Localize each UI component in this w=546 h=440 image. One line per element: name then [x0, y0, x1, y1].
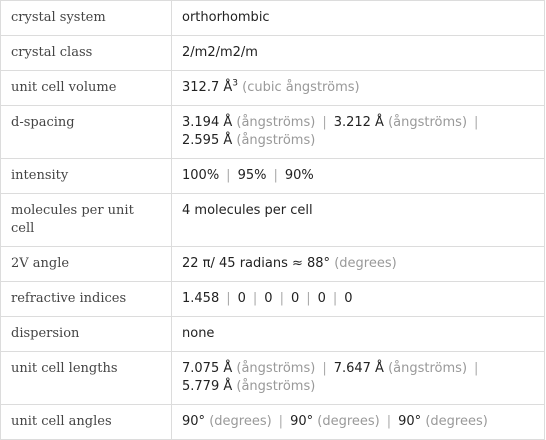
- unit-cell-length-unit-2: (ångströms): [388, 361, 468, 376]
- refractive-index-3: 0: [264, 291, 273, 306]
- table-row: [1, 194, 545, 247]
- unit-cell-length-b: 7.647 Å: [333, 361, 384, 376]
- refractive-index-6: 0: [344, 291, 353, 306]
- unit-cell-length-unit-3: (ångströms): [236, 379, 316, 394]
- d-spacing-unit-2: (ångströms): [388, 115, 468, 130]
- unit-cell-angle-gamma: 90°: [398, 414, 422, 429]
- row-label: refractive indices: [1, 282, 172, 317]
- row-label: crystal class: [1, 36, 172, 71]
- two-v-angle-unit: (degrees): [334, 256, 397, 271]
- table-row: [1, 1, 545, 36]
- value-separator: |: [226, 168, 231, 183]
- value-separator: |: [279, 291, 284, 306]
- row-label: d-spacing: [1, 106, 172, 159]
- molecules-per-cell-value: 4 molecules per cell: [182, 203, 313, 218]
- unit-cell-length-c: 5.779 Å: [182, 379, 233, 394]
- row-value: [172, 247, 545, 282]
- row-label: unit cell angles: [1, 405, 172, 440]
- unit-cell-volume-value: 312.7 Å: [182, 80, 233, 95]
- unit-cell-angle-unit-1: (degrees): [209, 414, 272, 429]
- refractive-index-4: 0: [290, 291, 300, 306]
- row-value: [172, 106, 545, 159]
- table-row: [1, 282, 545, 317]
- crystal-system-value: orthorhombic: [182, 10, 270, 25]
- value-separator: |: [306, 291, 311, 306]
- value-separator: |: [332, 291, 338, 306]
- value-separator: |: [322, 361, 327, 376]
- unit-cell-length-unit-1: (ångströms): [236, 361, 316, 376]
- refractive-index-2: 0: [237, 291, 246, 306]
- row-value: [172, 317, 545, 352]
- unit-cell-angle-alpha: 90°: [182, 414, 206, 429]
- row-label: crystal system: [1, 1, 172, 36]
- row-label: molecules per unit cell: [1, 194, 172, 247]
- refractive-index-1: 1.458: [182, 291, 220, 306]
- row-label: unit cell volume: [1, 71, 172, 106]
- dispersion-value: none: [182, 326, 215, 341]
- table-row: [1, 71, 545, 106]
- row-value: [172, 36, 545, 71]
- row-label: intensity: [1, 159, 172, 194]
- row-value: [172, 282, 545, 317]
- unit-cell-length-a: 7.075 Å: [182, 361, 233, 376]
- unit-cell-angle-beta: 90°: [290, 414, 314, 429]
- intensity-value-3: 90%: [284, 168, 314, 183]
- value-separator: |: [474, 361, 479, 376]
- value-separator: |: [252, 291, 258, 306]
- value-separator: |: [273, 168, 278, 183]
- intensity-value-2: 95%: [237, 168, 267, 183]
- table-row: [1, 36, 545, 71]
- table-row: [1, 247, 545, 282]
- row-value: [172, 1, 545, 36]
- row-value: [172, 71, 545, 106]
- table-row: [1, 352, 545, 405]
- d-spacing-unit-1: (ångströms): [236, 115, 316, 130]
- unit-cell-volume-unit: (cubic ångströms): [242, 80, 360, 95]
- value-separator: |: [474, 115, 479, 130]
- value-separator: |: [278, 414, 284, 429]
- d-spacing-value-2: 3.212 Å: [333, 115, 384, 130]
- d-spacing-value-1: 3.194 Å: [182, 115, 233, 130]
- intensity-value-1: 100%: [182, 168, 220, 183]
- table-row: [1, 317, 545, 352]
- unit-cell-angle-unit-2: (degrees): [317, 414, 380, 429]
- value-separator: |: [386, 414, 392, 429]
- d-spacing-value-3: 2.595 Å: [182, 133, 233, 148]
- crystal-class-value: 2/m2/m2/m: [182, 45, 258, 60]
- refractive-index-5: 0: [317, 291, 326, 306]
- unit-cell-volume-exponent: 3: [232, 78, 238, 89]
- row-value: [172, 405, 545, 440]
- table-row: [1, 106, 545, 159]
- row-value: [172, 194, 545, 247]
- unit-cell-angle-unit-3: (degrees): [425, 414, 488, 429]
- row-label: 2V angle: [1, 247, 172, 282]
- table-row: [1, 405, 545, 440]
- row-value: [172, 159, 545, 194]
- d-spacing-unit-3: (ångströms): [236, 133, 316, 148]
- table-row: [1, 159, 545, 194]
- two-v-angle-value: 22 π/ 45 radians ≈ 88°: [182, 256, 331, 271]
- value-separator: |: [226, 291, 231, 306]
- row-label: dispersion: [1, 317, 172, 352]
- value-separator: |: [322, 115, 327, 130]
- row-value: [172, 352, 545, 405]
- row-label: unit cell lengths: [1, 352, 172, 405]
